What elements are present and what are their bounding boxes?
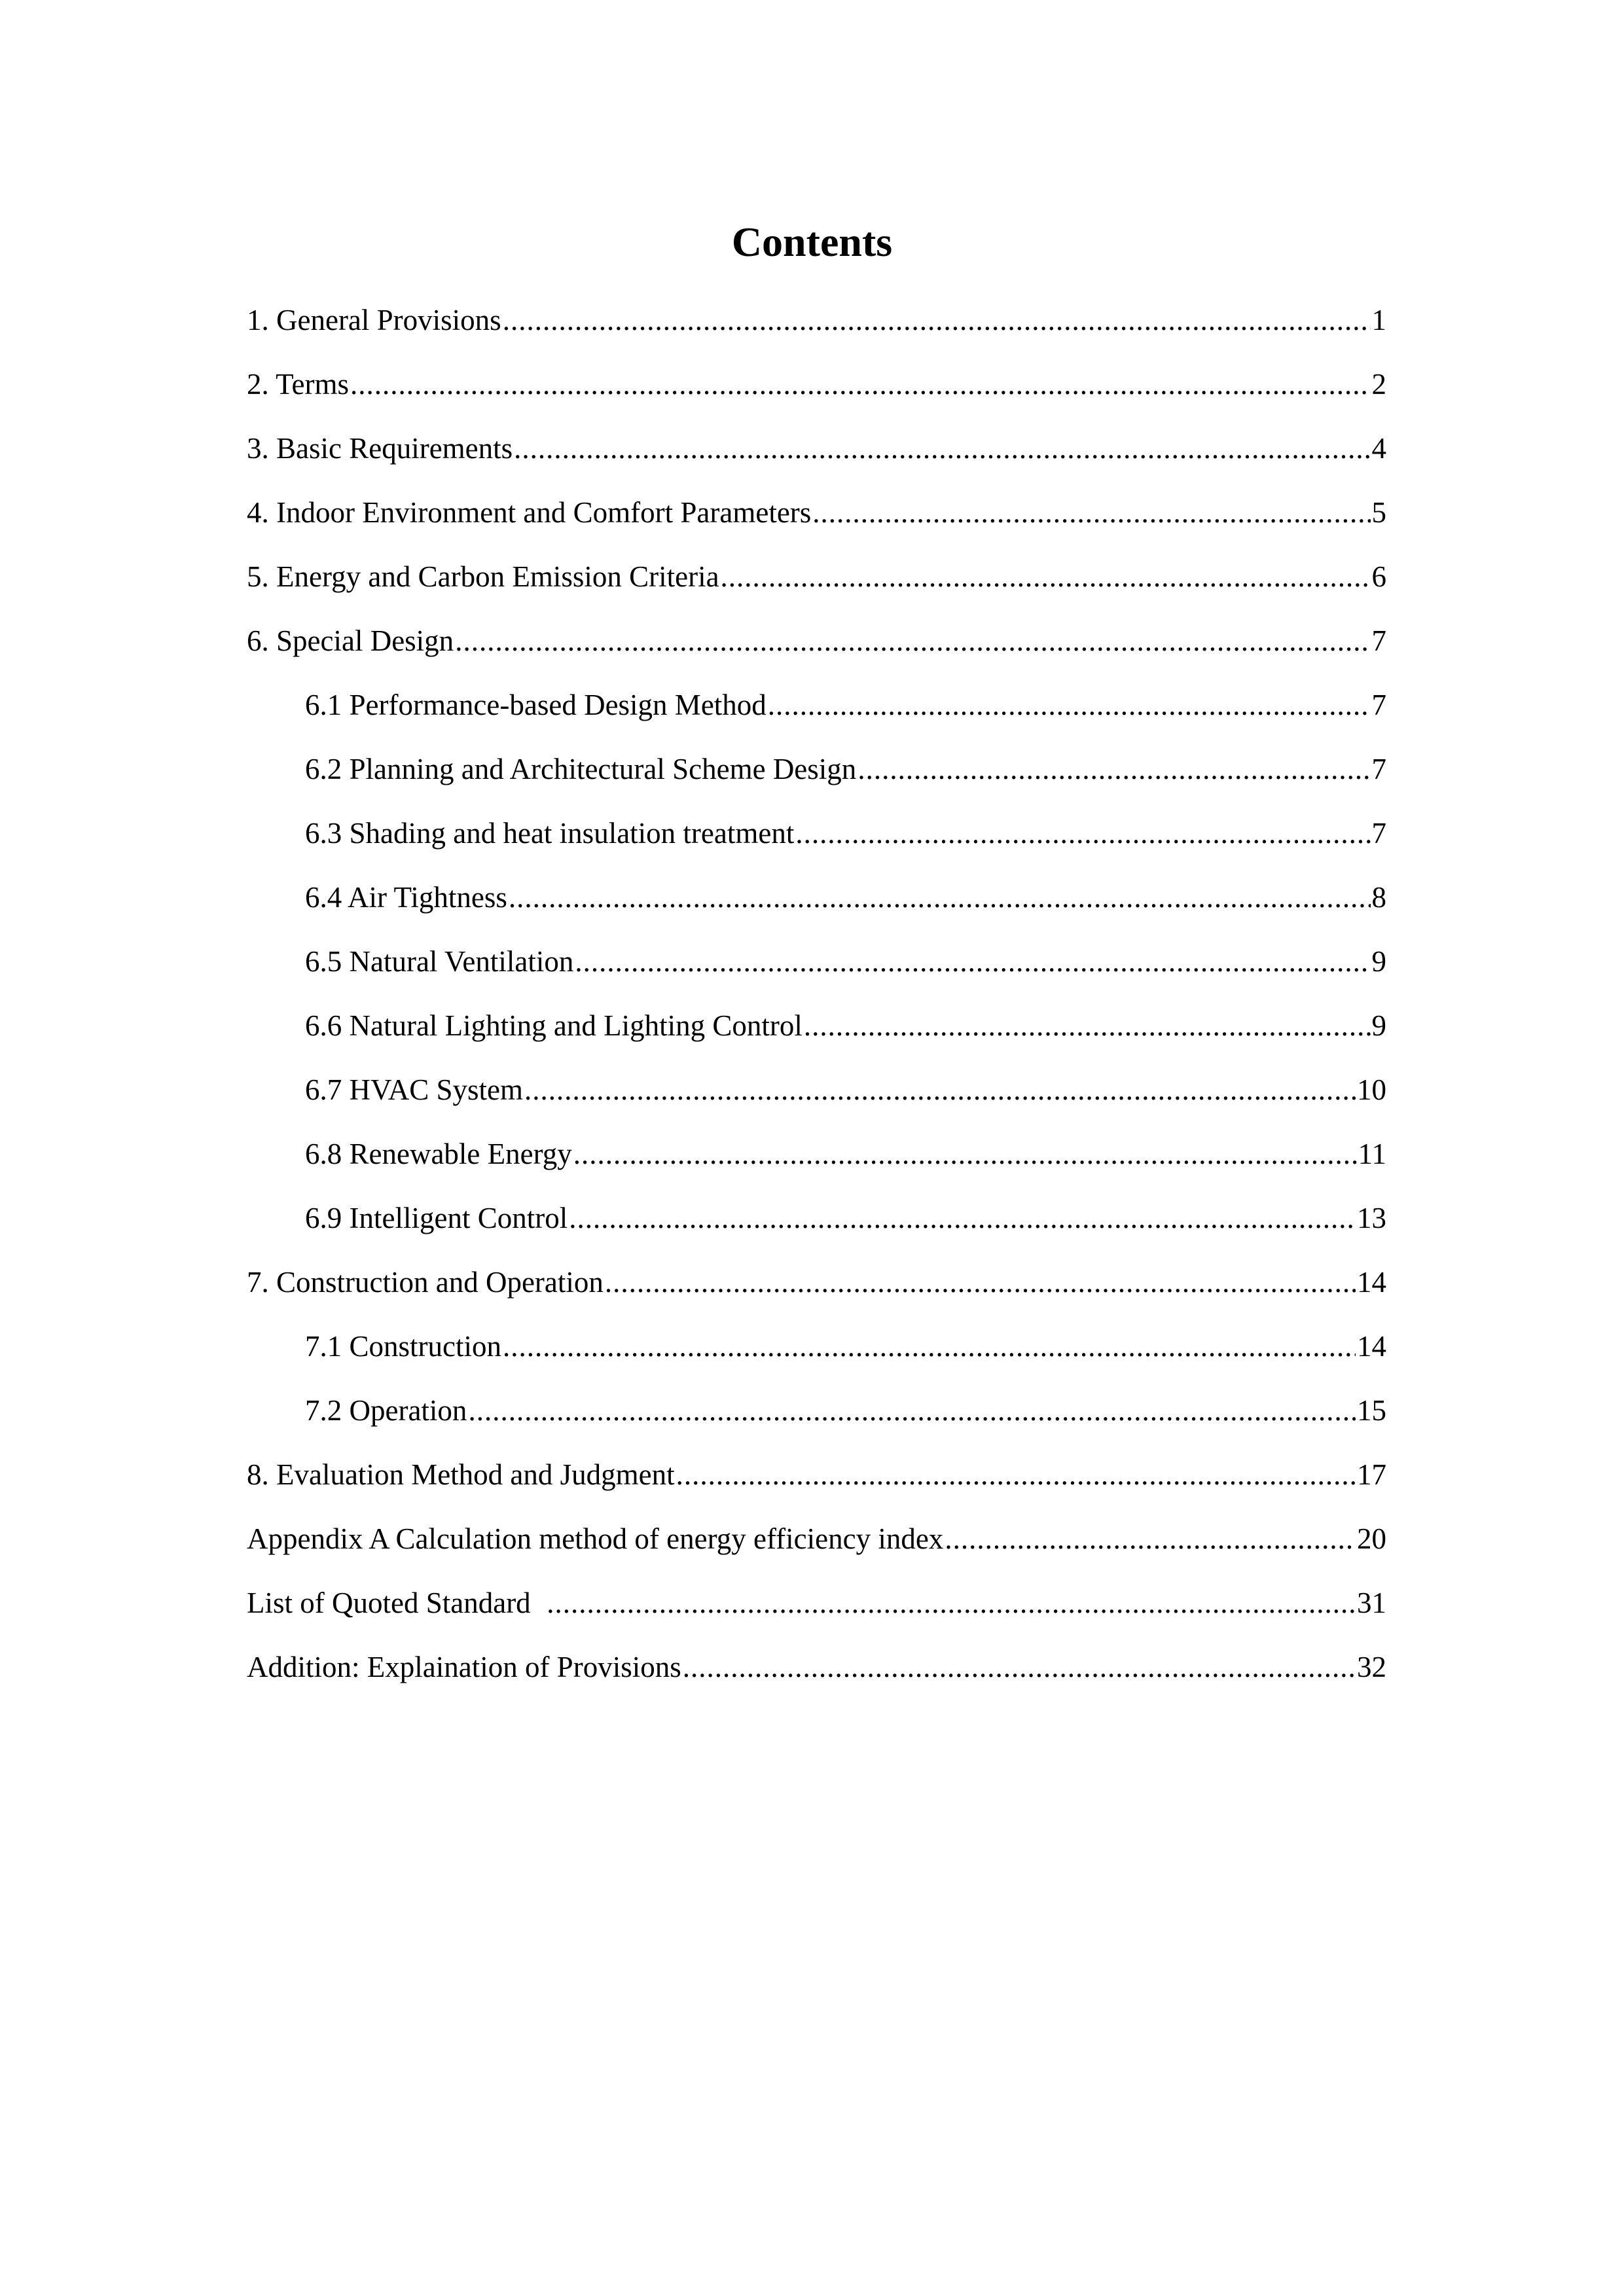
toc-entry-quoted-standard[interactable] <box>247 1571 1386 1635</box>
toc-entry-label: 7.2 Operation <box>305 1394 467 1427</box>
toc-entry-label: 6.6 Natural Lighting and Lighting Control <box>305 1009 803 1042</box>
toc-dot-leader <box>350 352 1370 416</box>
toc-entry-planning-architectural-design[interactable] <box>247 737 1386 801</box>
toc-dot-leader <box>605 1250 1356 1314</box>
toc-page-number: 7 <box>1371 817 1386 850</box>
toc-entry-label: 6.4 Air Tightness <box>305 881 507 914</box>
toc-dot-leader <box>676 1443 1356 1507</box>
toc-entry-renewable-energy[interactable] <box>247 1122 1386 1186</box>
table-of-contents <box>247 288 1386 1699</box>
toc-dot-leader <box>795 801 1370 865</box>
toc-entry-label: 7. Construction and Operation <box>247 1266 604 1299</box>
toc-entry-label: List of Quoted Standard <box>247 1587 546 1619</box>
toc-entry-label: 2. Terms <box>247 368 350 401</box>
toc-entry-appendix-a[interactable] <box>247 1507 1386 1571</box>
toc-entry-label: 6.3 Shading and heat insulation treatment <box>305 817 795 850</box>
page-title: Contents <box>731 219 893 265</box>
toc-entry-energy-carbon-criteria[interactable] <box>247 545 1386 609</box>
toc-dot-leader <box>575 929 1370 994</box>
toc-page-number: 1 <box>1371 304 1386 336</box>
toc-page-number: 9 <box>1371 1009 1386 1042</box>
toc-entry-performance-based-design[interactable] <box>247 673 1386 737</box>
toc-entry-shading-heat-insulation[interactable] <box>247 801 1386 865</box>
toc-page-number: 7 <box>1371 689 1386 721</box>
toc-dot-leader <box>804 994 1371 1058</box>
toc-dot-leader <box>945 1507 1356 1571</box>
toc-dot-leader <box>503 288 1371 352</box>
toc-page-number: 8 <box>1371 881 1386 914</box>
toc-entry-natural-lighting[interactable] <box>247 994 1386 1058</box>
toc-entry-label: 4. Indoor Environment and Comfort Parameters <box>247 496 812 529</box>
toc-dot-leader <box>857 737 1370 801</box>
toc-dot-leader <box>514 416 1370 480</box>
toc-entry-label: 7.1 Construction <box>305 1330 501 1363</box>
toc-dot-leader <box>721 545 1371 609</box>
toc-page-number: 10 <box>1357 1073 1386 1106</box>
toc-page-number: 32 <box>1357 1651 1386 1683</box>
toc-entry-label: 6.9 Intelligent Control <box>305 1202 568 1234</box>
toc-page-number: 4 <box>1371 432 1386 465</box>
toc-page-number: 2 <box>1371 368 1386 401</box>
toc-page-number: 14 <box>1357 1330 1386 1363</box>
toc-page-number: 7 <box>1371 753 1386 785</box>
toc-dot-leader <box>468 1378 1356 1443</box>
toc-entry-terms[interactable] <box>247 352 1386 416</box>
toc-dot-leader <box>509 865 1371 929</box>
toc-entry-label: 6.5 Natural Ventilation <box>305 945 574 978</box>
toc-entry-label: 3. Basic Requirements <box>247 432 513 465</box>
toc-entry-general-provisions[interactable] <box>247 288 1386 352</box>
toc-page-number: 11 <box>1358 1138 1386 1170</box>
toc-entry-indoor-environment[interactable] <box>247 480 1386 545</box>
toc-page-number: 9 <box>1371 945 1386 978</box>
toc-page-number: 6 <box>1371 560 1386 593</box>
toc-page-number: 20 <box>1357 1522 1386 1555</box>
toc-dot-leader <box>503 1314 1356 1378</box>
toc-entry-label: Addition: Explaination of Provisions <box>247 1651 681 1683</box>
toc-entry-label: 5. Energy and Carbon Emission Criteria <box>247 560 719 593</box>
toc-dot-leader <box>547 1571 1356 1635</box>
toc-entry-hvac-system[interactable] <box>247 1058 1386 1122</box>
toc-dot-leader <box>768 673 1371 737</box>
toc-entry-special-design[interactable] <box>247 609 1386 673</box>
toc-page-number: 13 <box>1357 1202 1386 1234</box>
toc-page-number: 14 <box>1357 1266 1386 1299</box>
toc-entry-air-tightness[interactable] <box>247 865 1386 929</box>
toc-entry-basic-requirements[interactable] <box>247 416 1386 480</box>
toc-entry-construction-operation[interactable] <box>247 1250 1386 1314</box>
toc-page-number: 7 <box>1371 624 1386 657</box>
toc-entry-label: 8. Evaluation Method and Judgment <box>247 1458 675 1491</box>
toc-dot-leader <box>812 480 1370 545</box>
toc-entry-natural-ventilation[interactable] <box>247 929 1386 994</box>
toc-entry-label: Appendix A Calculation method of energy efficiency index <box>247 1522 944 1555</box>
toc-dot-leader <box>569 1186 1356 1250</box>
toc-dot-leader <box>524 1058 1356 1122</box>
toc-entry-evaluation-method[interactable] <box>247 1443 1386 1507</box>
toc-page-number: 5 <box>1371 496 1386 529</box>
toc-entry-label: 6.8 Renewable Energy <box>305 1138 572 1170</box>
toc-entry-intelligent-control[interactable] <box>247 1186 1386 1250</box>
toc-entry-explanation-provisions[interactable] <box>247 1635 1386 1699</box>
toc-dot-leader <box>683 1635 1356 1699</box>
toc-entry-label: 6. Special Design <box>247 624 454 657</box>
toc-entry-label: 1. General Provisions <box>247 304 501 336</box>
toc-dot-leader <box>455 609 1370 673</box>
toc-dot-leader <box>573 1122 1357 1186</box>
toc-entry-construction[interactable] <box>247 1314 1386 1378</box>
toc-entry-label: 6.1 Performance-based Design Method <box>305 689 767 721</box>
toc-entry-operation[interactable] <box>247 1378 1386 1443</box>
toc-entry-label: 6.2 Planning and Architectural Scheme Design <box>305 753 857 785</box>
toc-entry-label: 6.7 HVAC System <box>305 1073 523 1106</box>
toc-page-number: 15 <box>1357 1394 1386 1427</box>
toc-page-number: 31 <box>1357 1587 1386 1619</box>
toc-page-number: 17 <box>1357 1458 1386 1491</box>
